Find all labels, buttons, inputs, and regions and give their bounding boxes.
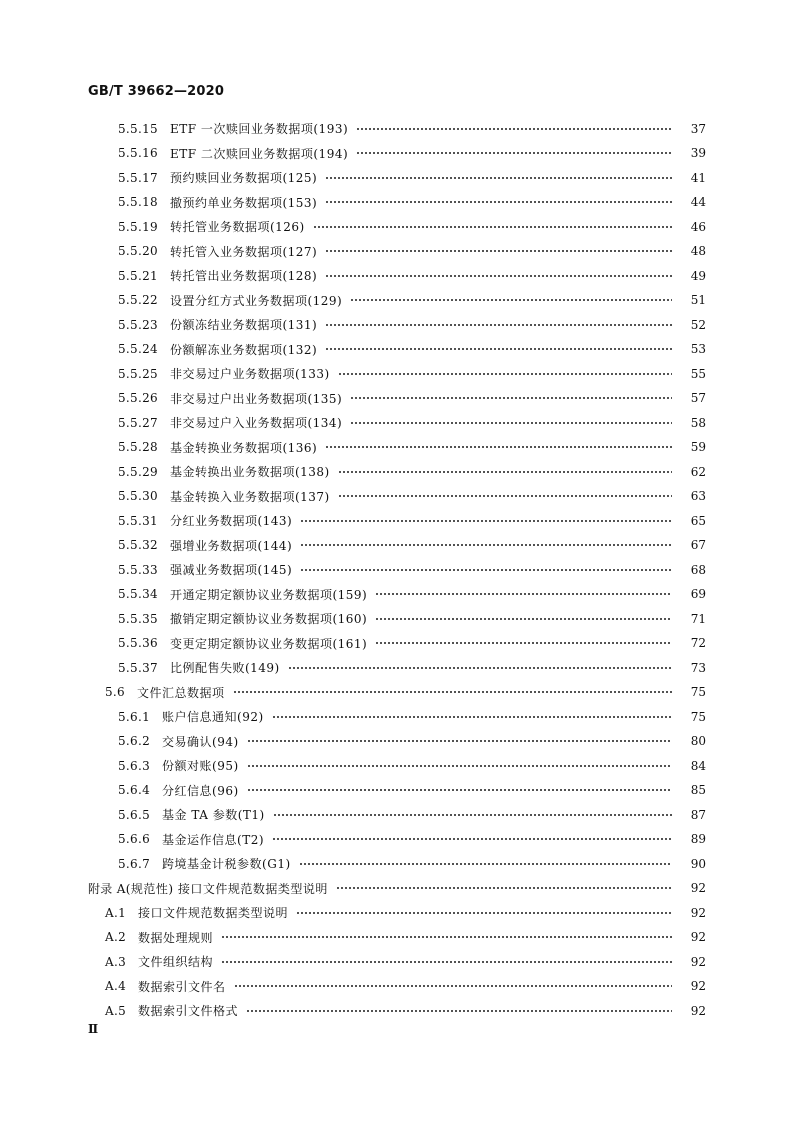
- toc-entry-page: 84: [690, 758, 706, 773]
- toc-entry[interactable]: [0, 264, 794, 289]
- toc-entry-page: 65: [690, 513, 706, 528]
- toc-entry[interactable]: [0, 337, 794, 362]
- toc-dot-leader: [300, 569, 672, 571]
- toc-entry[interactable]: [0, 313, 794, 338]
- toc-entry-page: 92: [690, 905, 706, 920]
- toc-entry-number: 5.5.36: [118, 636, 158, 651]
- toc-entry-number: 5.5.25: [118, 366, 158, 381]
- toc-dot-leader: [325, 250, 672, 252]
- toc-entry-page: 90: [690, 856, 706, 871]
- toc-entry-title: 强减业务数据项(145): [169, 563, 293, 578]
- toc-entry[interactable]: [0, 411, 794, 436]
- toc-dot-leader: [272, 716, 672, 718]
- toc-entry-title: 份额对账(95): [162, 759, 239, 774]
- toc-entry-page: 49: [690, 268, 706, 283]
- toc-entry[interactable]: [0, 999, 794, 1024]
- toc-dot-leader: [233, 691, 673, 693]
- toc-dot-leader: [221, 936, 672, 938]
- toc-entry-page: 80: [690, 734, 706, 749]
- toc-dot-leader: [325, 324, 672, 326]
- toc-entry-number: 5.5.33: [118, 562, 158, 577]
- page-number-footer: Ⅱ: [88, 1022, 99, 1036]
- toc-entry-number: 5.5.27: [118, 415, 158, 430]
- toc-entry-page: 67: [690, 538, 706, 553]
- toc-dot-leader: [338, 373, 672, 375]
- toc-entry-title: 转托管出业务数据项(128): [169, 269, 318, 284]
- toc-entry[interactable]: [0, 460, 794, 485]
- toc-entry-number: 5.6.6: [118, 832, 151, 847]
- toc-entry-number: 5.5.18: [118, 195, 158, 210]
- toc-entry-number: 5.5.26: [118, 391, 158, 406]
- toc-entry-page: 46: [690, 219, 706, 234]
- standard-number-header: GB/T 39662—2020: [88, 84, 225, 99]
- toc-entry-title: (规范性) 接口文件规范数据类型说明: [125, 881, 328, 896]
- toc-entry-number: 5.6: [105, 685, 125, 700]
- toc-entry-page: 58: [690, 415, 706, 430]
- toc-dot-leader: [350, 299, 672, 301]
- toc-entry-title: 份额解冻业务数据项(132): [169, 342, 318, 357]
- toc-entry-page: 53: [690, 342, 706, 357]
- toc-dot-leader: [300, 520, 672, 522]
- toc-entry[interactable]: [0, 778, 794, 803]
- toc-entry-number: 5.5.16: [118, 146, 158, 161]
- toc-entry-title: 数据索引文件格式: [138, 1004, 239, 1019]
- toc-entry-page: 92: [690, 954, 706, 969]
- toc-dot-leader: [325, 177, 672, 179]
- toc-entry[interactable]: [0, 656, 794, 681]
- toc-entry[interactable]: [0, 117, 794, 142]
- toc-entry[interactable]: [0, 386, 794, 411]
- toc-entry-number: A.4: [105, 979, 127, 994]
- toc-entry-number: 5.5.37: [118, 660, 158, 675]
- toc-entry-page: 52: [690, 317, 706, 332]
- toc-entry-title: 变更定期定额协议业务数据项(161): [169, 636, 368, 651]
- toc-entry-page: 57: [690, 391, 706, 406]
- toc-dot-leader: [338, 471, 672, 473]
- toc-entry-title: 设置分红方式业务数据项(129): [169, 293, 343, 308]
- toc-entry[interactable]: [0, 705, 794, 730]
- toc-entry-title: 基金 TA 参数(T1): [162, 808, 265, 823]
- toc-entry[interactable]: [0, 974, 794, 999]
- toc-entry-number: 5.5.15: [118, 121, 158, 136]
- toc-entry[interactable]: [0, 141, 794, 166]
- toc-entry-number: 5.5.35: [118, 611, 158, 626]
- toc-entry-number: 5.5.22: [118, 293, 158, 308]
- toc-entry-page: 71: [690, 611, 706, 626]
- toc-entry[interactable]: [0, 166, 794, 191]
- toc-dot-leader: [375, 642, 672, 644]
- toc-entry[interactable]: [0, 803, 794, 828]
- toc-entry-page: 92: [690, 881, 706, 896]
- toc-dot-leader: [350, 422, 672, 424]
- toc-entry-number: 5.5.20: [118, 244, 158, 259]
- toc-entry-page: 69: [690, 587, 706, 602]
- toc-dot-leader: [234, 985, 672, 987]
- toc-entry[interactable]: [0, 239, 794, 264]
- toc-dot-leader: [247, 789, 672, 791]
- toc-dot-leader: [375, 593, 672, 595]
- toc-entry-title: 非交易过户业务数据项(133): [169, 367, 330, 382]
- toc-entry-number: A.3: [105, 954, 127, 969]
- toc-entry[interactable]: [0, 190, 794, 215]
- toc-entry-number: 5.6.7: [118, 856, 151, 871]
- toc-dot-leader: [356, 128, 672, 130]
- toc-entry-title: 基金转换入业务数据项(137): [169, 489, 330, 504]
- toc-entry-title: 预约赎回业务数据项(125): [169, 171, 318, 186]
- toc-entry-page: 48: [690, 244, 706, 259]
- toc-entry-page: 68: [690, 562, 706, 577]
- toc-entry[interactable]: [0, 484, 794, 509]
- toc-entry-number: 5.6.1: [118, 709, 151, 724]
- toc-entry-number: A.1: [105, 905, 127, 920]
- toc-entry-page: 89: [690, 832, 706, 847]
- toc-dot-leader: [336, 887, 672, 889]
- toc-entry[interactable]: [0, 925, 794, 950]
- toc-entry-page: 85: [690, 783, 706, 798]
- toc-entry-number: 5.5.31: [118, 513, 158, 528]
- toc-entry-number: 5.5.21: [118, 268, 158, 283]
- toc-entry-page: 92: [690, 1003, 706, 1018]
- toc-dot-leader: [350, 397, 672, 399]
- toc-entry-number: 5.5.32: [118, 538, 158, 553]
- toc-entry[interactable]: [0, 729, 794, 754]
- toc-entry[interactable]: [0, 215, 794, 240]
- toc-entry[interactable]: [0, 631, 794, 656]
- toc-entry-page: 51: [690, 293, 706, 308]
- toc-entry[interactable]: [0, 582, 794, 607]
- toc-entry-title: 基金转换业务数据项(136): [169, 440, 318, 455]
- toc-dot-leader: [272, 838, 672, 840]
- toc-entry-page: 63: [690, 489, 706, 504]
- toc-dot-leader: [300, 544, 672, 546]
- toc-entry[interactable]: [0, 950, 794, 975]
- toc-entry[interactable]: [0, 558, 794, 583]
- toc-dot-leader: [247, 740, 672, 742]
- toc-entry[interactable]: [0, 901, 794, 926]
- toc-entry[interactable]: [0, 852, 794, 877]
- toc-dot-leader: [313, 226, 672, 228]
- toc-dot-leader: [273, 814, 672, 816]
- toc-entry-number: 5.5.23: [118, 317, 158, 332]
- toc-entry-title: 转托管入业务数据项(127): [169, 244, 318, 259]
- toc-entry-title: 分红业务数据项(143): [169, 514, 293, 529]
- toc-entry-number: 5.5.28: [118, 440, 158, 455]
- toc-entry[interactable]: [0, 827, 794, 852]
- toc-entry-page: 73: [690, 660, 706, 675]
- toc-dot-leader: [296, 912, 672, 914]
- toc-entry-number: 5.5.34: [118, 587, 158, 602]
- toc-entry[interactable]: [0, 607, 794, 632]
- toc-dot-leader: [325, 201, 672, 203]
- toc-dot-leader: [325, 275, 672, 277]
- toc-entry-page: 41: [690, 170, 706, 185]
- toc-dot-leader: [246, 1010, 672, 1012]
- toc-dot-leader: [299, 863, 672, 865]
- toc-entry-title: 分红信息(96): [162, 783, 239, 798]
- toc-entry-title: ETF 二次赎回业务数据项(194): [169, 146, 349, 161]
- toc-entry-title: 基金运作信息(T2): [162, 832, 265, 847]
- toc-entry-title: 文件组织结构: [138, 955, 214, 970]
- toc-entry-title: 文件汇总数据项: [136, 685, 225, 700]
- toc-entry-page: 59: [690, 440, 706, 455]
- toc-entry-number: A.5: [105, 1003, 127, 1018]
- toc-entry-page: 55: [690, 366, 706, 381]
- toc-entry-number: 5.5.29: [118, 464, 158, 479]
- toc-dot-leader: [375, 618, 672, 620]
- toc-entry-title: 转托管业务数据项(126): [169, 220, 305, 235]
- toc-dot-leader: [247, 765, 672, 767]
- toc-entry-title: 开通定期定额协议业务数据项(159): [169, 587, 368, 602]
- toc-entry-page: 44: [690, 195, 706, 210]
- toc-entry-number: 5.6.4: [118, 783, 151, 798]
- toc-entry-page: 75: [690, 709, 706, 724]
- toc-entry-number: 5.6.2: [118, 734, 151, 749]
- toc-entry-title: 基金转换出业务数据项(138): [169, 465, 330, 480]
- toc-entry-page: 92: [690, 930, 706, 945]
- toc-dot-leader: [356, 152, 672, 154]
- toc-dot-leader: [221, 961, 672, 963]
- toc-entry[interactable]: [0, 533, 794, 558]
- toc-entry-page: 37: [690, 121, 706, 136]
- toc-entry-title: 非交易过户出业务数据项(135): [169, 391, 343, 406]
- toc-entry[interactable]: [0, 435, 794, 460]
- toc-entry[interactable]: [0, 288, 794, 313]
- toc-dot-leader: [325, 348, 672, 350]
- toc-entry-number: 5.5.19: [118, 219, 158, 234]
- toc-entry-title: 撤销定期定额协议业务数据项(160): [169, 612, 368, 627]
- toc-entry[interactable]: [0, 362, 794, 387]
- toc-entry-title: 强增业务数据项(144): [169, 538, 293, 553]
- toc-entry-title: 比例配售失败(149): [169, 661, 280, 676]
- toc-entry-title: ETF 一次赎回业务数据项(193): [169, 122, 349, 137]
- toc-entry-number: 5.6.5: [118, 807, 151, 822]
- toc-entry-number: 5.6.3: [118, 758, 151, 773]
- toc-entry[interactable]: [0, 509, 794, 534]
- toc-entry-page: 75: [690, 685, 706, 700]
- toc-entry-number: 5.5.17: [118, 170, 158, 185]
- toc-entry-page: 39: [690, 146, 706, 161]
- toc-entry-title: 撤预约单业务数据项(153): [169, 195, 318, 210]
- toc-dot-leader: [325, 446, 672, 448]
- toc-dot-leader: [338, 495, 672, 497]
- toc-entry[interactable]: [0, 876, 794, 901]
- toc-entry[interactable]: [0, 754, 794, 779]
- toc-entry-page: 62: [690, 464, 706, 479]
- toc-entry-title: 接口文件规范数据类型说明: [138, 906, 289, 921]
- toc-entry-page: 92: [690, 979, 706, 994]
- toc-entry-title: 交易确认(94): [162, 734, 239, 749]
- toc-entry-number: 5.5.30: [118, 489, 158, 504]
- toc-entry[interactable]: [0, 680, 794, 705]
- toc-entry-page: 72: [690, 636, 706, 651]
- toc-entry-page: 87: [690, 807, 706, 822]
- toc-entry-title: 账户信息通知(92): [162, 710, 264, 725]
- toc-entry-number: 附录 A: [88, 881, 126, 896]
- toc-dot-leader: [288, 667, 672, 669]
- toc-entry-title: 跨境基金计税参数(G1): [162, 857, 291, 872]
- toc-entry-number: A.2: [105, 930, 127, 945]
- toc-entry-title: 数据处理规则: [138, 930, 214, 945]
- toc-entry-title: 数据索引文件名: [138, 979, 226, 994]
- toc-entry-number: 5.5.24: [118, 342, 158, 357]
- toc-entry-title: 非交易过户入业务数据项(134): [169, 416, 343, 431]
- toc-entry-title: 份额冻结业务数据项(131): [169, 318, 318, 333]
